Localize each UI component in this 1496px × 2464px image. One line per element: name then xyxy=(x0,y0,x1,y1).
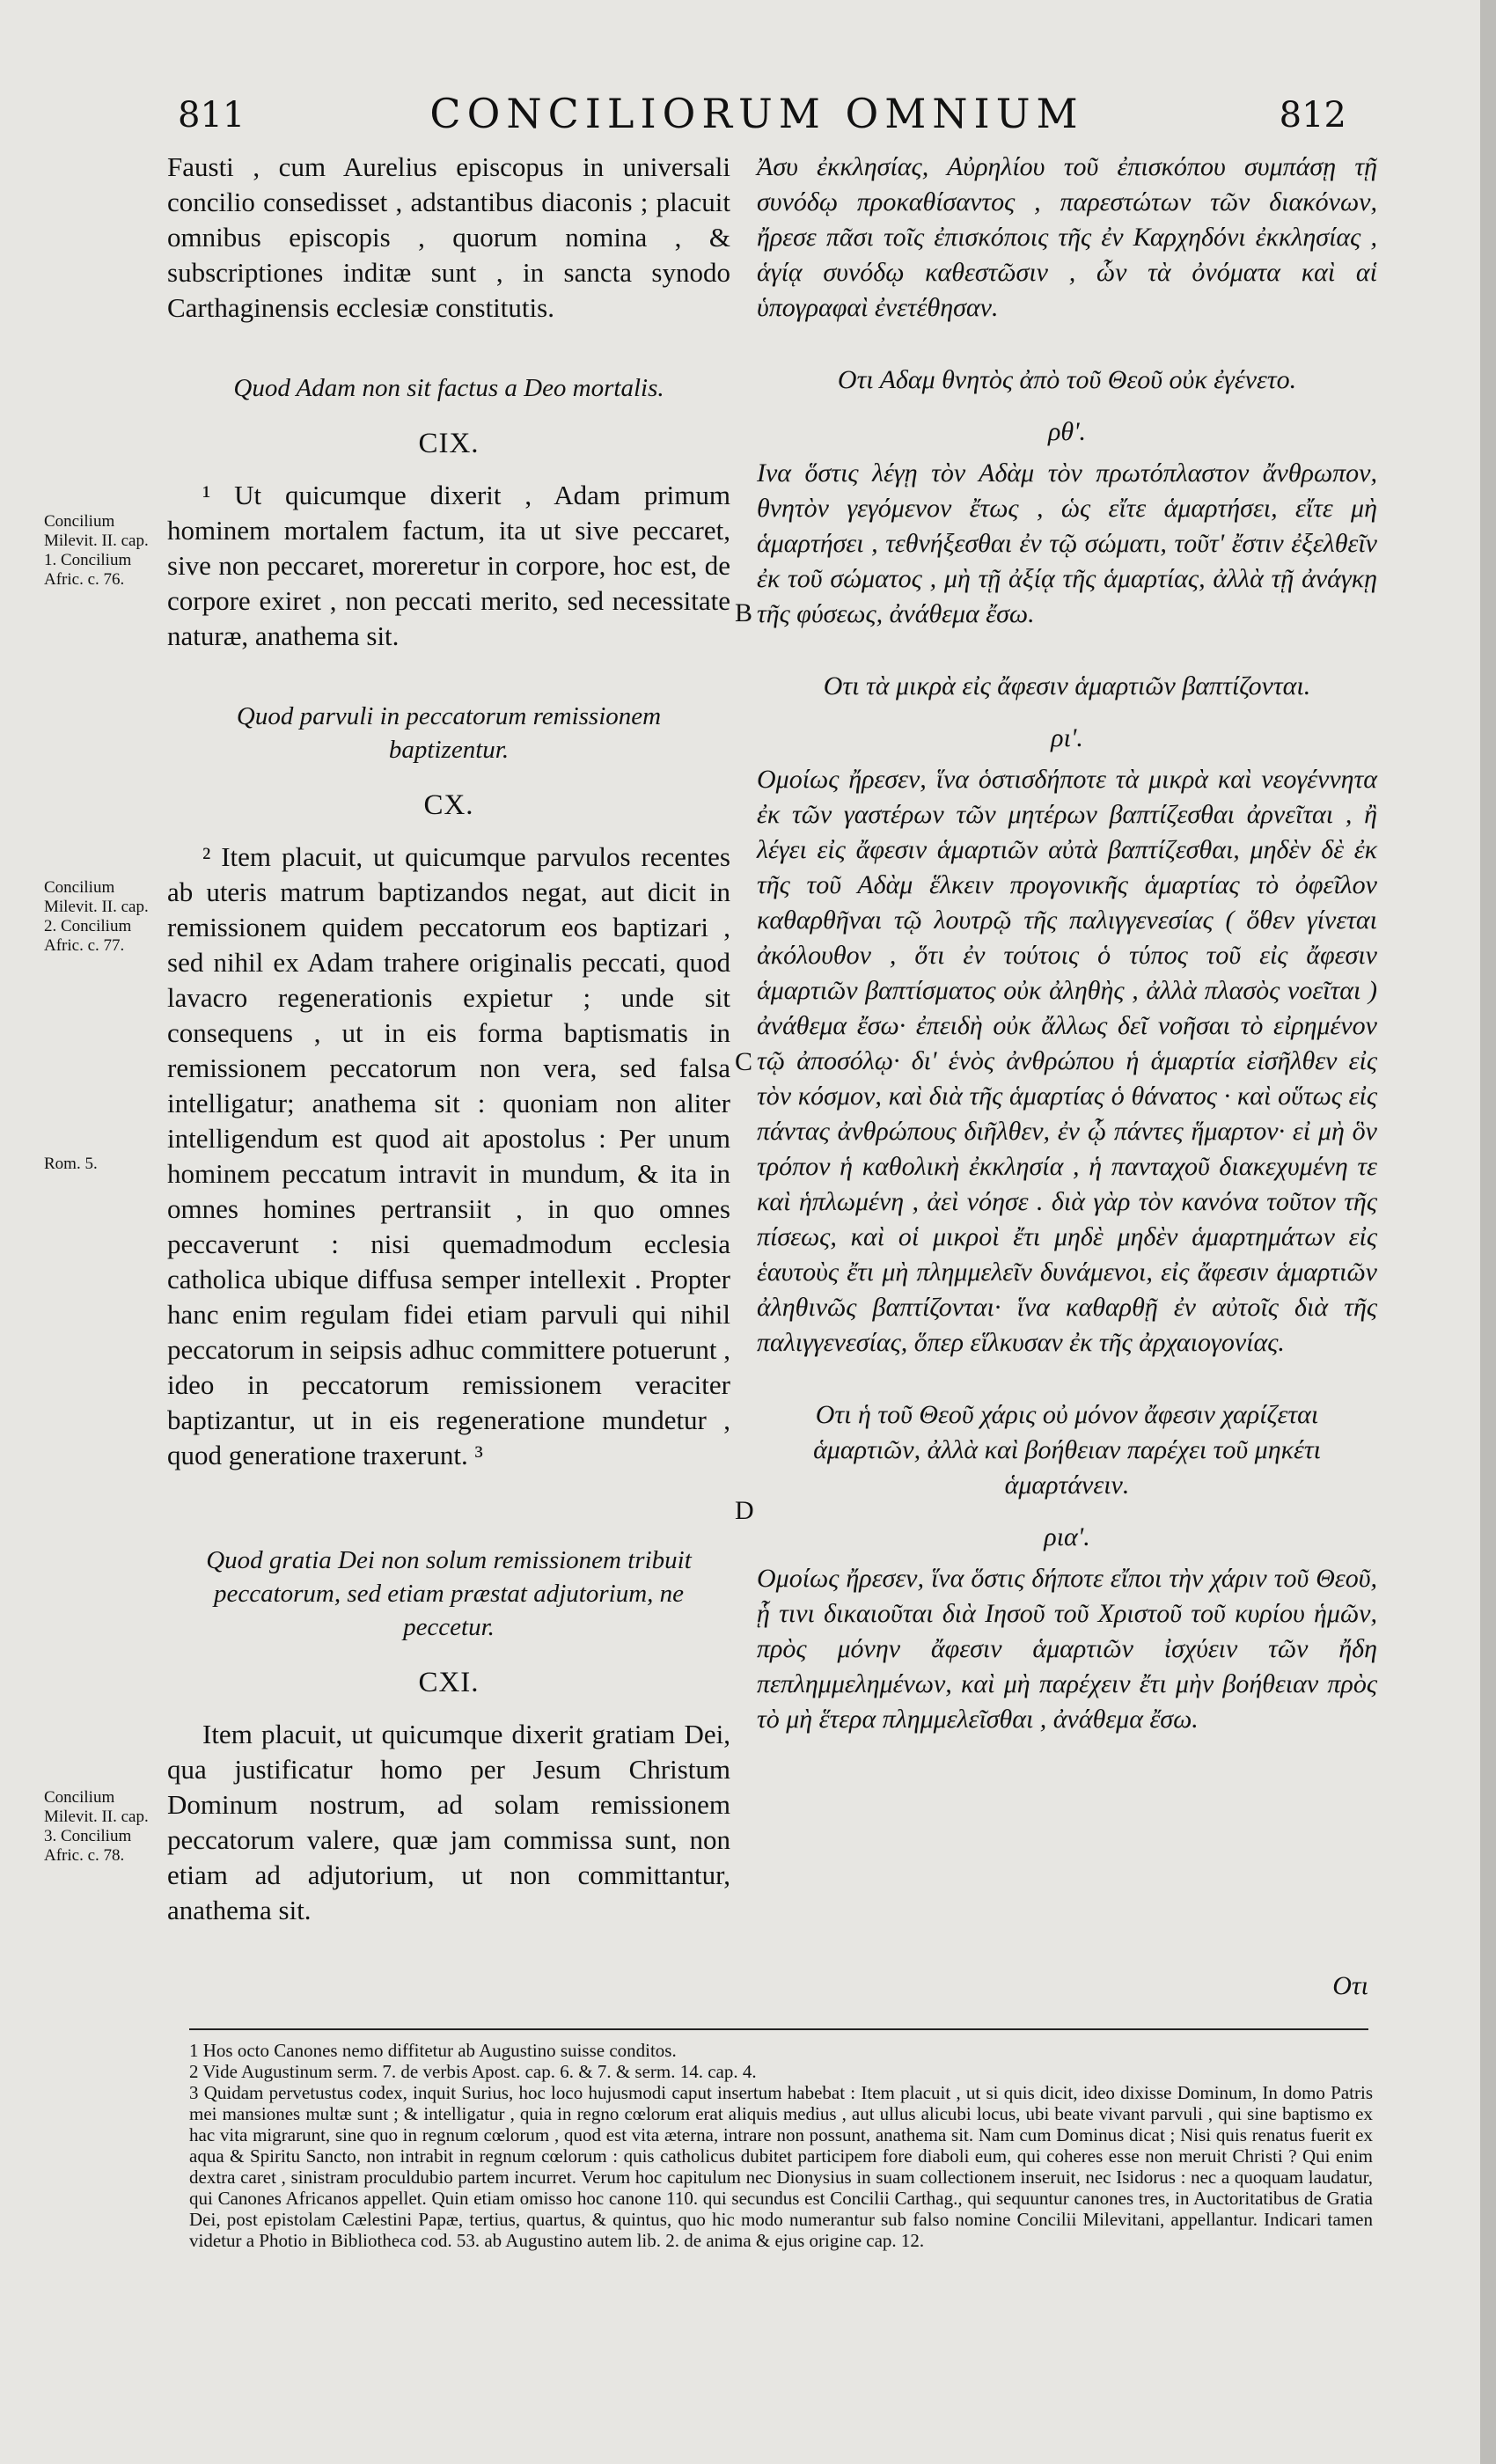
latin-heading-109: Quod Adam non sit factus a Deo mortalis. xyxy=(233,374,664,402)
canon-number-109: CIX. xyxy=(418,428,480,459)
page-gutter-shadow xyxy=(1480,0,1496,2464)
section-letter-c: C xyxy=(735,1047,753,1076)
greek-number-110: ρι'. xyxy=(1051,723,1083,752)
latin-intro: Fausti , cum Aurelius episcopus in universali concilio consedisset , adstantibus diaconis ; placuit omnibus episcopis , quorum nomina , & subscriptiones inditæ sunt , in sancta synodo Carthaginensis ecclesiæ constitutis. xyxy=(167,151,730,323)
margin-note-canon-110: Concilium Milevit. II. cap. 2. Concilium Afric. c. 77. xyxy=(44,878,149,955)
footnote-1: 1 Hos octo Canones nemo diffitetur ab Augustino suisse conditos. xyxy=(189,2040,677,2061)
canon-number-110: CX. xyxy=(423,789,474,821)
greek-heading-109: Οτι Αδαμ θνητὸς ἀπὸ τοῦ Θεοῦ οὐκ ἐγένετο. xyxy=(837,365,1297,394)
margin-note-rom: Rom. 5. xyxy=(44,1155,98,1173)
catchword: Οτι xyxy=(1332,1971,1368,2000)
latin-canon-111: Item placuit, ut quicumque dixerit gratiam Dei, qua justificatur homo per Jesum Christum Dominum nostrum, ad solam remissionem peccatorum valere, quæ jam commissa sunt, non etiam ad adjutorium, ut non committantur, anathema sit. xyxy=(167,1719,730,1925)
section-letter-d: D xyxy=(735,1496,754,1525)
greek-heading-110: Οτι τὰ μικρὰ εἰς ἄφεσιν ἁμαρτιῶν βαπτίζονται. xyxy=(823,671,1311,700)
footnotes xyxy=(189,2040,1373,2251)
greek-intro: Ἀσυ ἐκκλησίας, Αὐρηλίου τοῦ ἐπισκόπου συμπάσῃ τῇ συνόδῳ προκαθίσαντος , παρεστώτων τῶν διακόνων, ἤρεσε πᾶσι τοῖς ἐπισκόποις τῆς ἐν Καρχηδόνι ἐκκλησίας , ἁγίᾳ συνόδῳ καθεστῶσιν , ὧν τὰ ὀνόματα καὶ αἱ ὑπογραφαὶ ἐνετέθησαν. xyxy=(757,152,1377,322)
latin-canon-110: ² Item placuit, ut quicumque parvulos recentes ab uteris matrum baptizandos negat, aut dicit in remissionem quidem peccatorum eos baptizari , sed nihil ex Adam trahere originalis peccati, quod lavacro regenerationis expietur ; unde sit consequens , ut in eis forma baptismatis in remissionem peccatorum non vera, sed falsa intelligatur; anathema sit : quoniam non aliter intelligendum est quod ait apostolus : Per unum hominem peccatum intravit in mundum, & ita in omnes homines pertransiit , in quo omnes peccaverunt : nisi quemadmodum ecclesia catholica ubique diffusa semper intellexit . Propter hanc enim regulam fidei etiam parvuli qui nihil peccatorum in seipsis adhuc committere potuerunt , ideo in peccatorum remissionem veraciter baptizantur, ut in eis regeneratione mundetur , quod generatione traxerunt. ³ xyxy=(167,841,730,1470)
greek-column xyxy=(757,150,1377,1737)
greek-canon-111: Ομοίως ἤρεσεν, ἵνα ὅστις δήποτε εἴποι τὴν χάριν τοῦ Θεοῦ, ᾗ τινι δικαιοῦται διὰ Ιησοῦ τοῦ Χριστοῦ τοῦ κυρίου ἡμῶν, πρὸς μόνην ἄφεσιν ἁμαρτιῶν ἰσχύειν τῶν ἤδη πεπλημμελημένων, καὶ μὴ παρέχειν ἔτι μὴν βοήθειαν πρὸς τὸ μὴ ἕτερα πλημμελεῖσθαι , ἀνάθεμα ἔσω. xyxy=(757,1564,1377,1734)
greek-canon-110: Ομοίως ἤρεσεν, ἵνα ὁστισδήποτε τὰ μικρὰ καὶ νεογέννητα ἐκ τῶν γαστέρων τῶν μητέρων βαπτίζεσθαι ἀρνεῖται , ἢ λέγει εἰς ἄφεσιν ἁμαρτιῶν αὐτὰ βαπτίζεσθαι, μηδὲν δὲ ἐκ τῆς τοῦ Αδὰμ ἕλκειν προγονικῆς ἁμαρτίας τὸ ὀφεῖλον καθαρθῆναι τῷ λουτρῷ τῆς παλιγγενεσίας ( ὅθεν γίνεται ἀκόλουθον , ὅτι ἐν τούτοις ὁ τύπος τοῦ εἰς ἄφεσιν ἁμαρτιῶν βαπτίσματος οὐκ ἀληθὴς , ἀλλὰ πλασὸς νοεῖται ) ἀνάθεμα ἔσω· ἐπειδὴ οὐκ ἄλλως δεῖ νοῆσαι τὸ εἰρημένον τῷ ἀποσόλῳ· δι' ἑνὸς ἀνθρώπου ἡ ἁμαρτία εἰσῆλθεν εἰς τὸν κόσμον, καὶ διὰ τῆς ἁμαρτίας ὁ θάνατος · καὶ οὕτως εἰς πάντας ἀνθρώπους διῆλθεν, ἐν ᾧ πάντες ἥμαρτον· εἰ μὴ ὃν τρόπον ἡ καθολικὴ ἐκκλησία , ἡ πανταχοῦ διακεχυμένη τε καὶ ἡπλωμένη , ἀεὶ νόησε . διὰ γὰρ τὸν κανόνα τοῦτον τῆς πίσεως, καὶ οἱ μικροὶ ἔτι μηδὲ μηδὲν ἁμαρτημάτων εἰς ἑαυτοὺς ἔτι μὴ πλημμελεῖν δυνάμενοι, εἰς ἄφεσιν ἁμαρτιῶν ἀληθινῶς βαπτίζονται· ἵνα καθαρθῇ ἐν αὐτοῖς διὰ τῆς παλιγγενεσίας, ὅπερ εἵλκυσαν ἐκ τῆς ἀρχαιογονίας. xyxy=(757,765,1377,1357)
greek-canon-109: Ινα ὅστις λέγῃ τὸν Αδὰμ τὸν πρωτόπλαστον ἄνθρωπον, θνητὸν γεγόμενον ἔτως , ὡς εἴτε ἁμαρτήσει, εἴτε μὴ ἁμαρτήσει , τεθνήξεσθαι ἐν τῷ σώματι, τοῦτ' ἔστιν ἐξελθεῖν ἐκ τοῦ σώματος , μὴ τῇ ἀξίᾳ τῆς ἁμαρτίας, ἀλλὰ τῇ ἀνάγκῃ τῆς φύσεως, ἀνάθεμα ἔσω. xyxy=(757,458,1377,628)
page-header xyxy=(167,90,1346,143)
footnote-rule xyxy=(189,2028,1368,2030)
latin-column xyxy=(167,150,730,1928)
footnote-2: 2 Vide Augustinum serm. 7. de verbis Apost. cap. 6. & 7. & serm. 14. cap. 4. xyxy=(189,2061,757,2082)
page-number-left: 811 xyxy=(178,95,246,136)
latin-heading-110: Quod parvuli in peccatorum remissionem baptizentur. xyxy=(236,702,662,764)
latin-heading-111: Quod gratia Dei non solum remissionem tribuit peccatorum, sed etiam præstat adjutorium, ne peccetur. xyxy=(206,1546,692,1641)
footnote-3: 3 Quidam pervetustus codex, inquit Surius, hoc loco hujusmodi caput insertum habebat : Item placuit , ut si quis dicit, ideo dixisse Dominum, In domo Patris mei mansiones multæ sunt ; & intelligatur , quia in regno cœlorum erat aliquis medius , aut ullus alicubi locus, ubi beate vivant parvuli , qui sine baptismo ex hac vita migrarunt, sine quo in regnum cœlorum , quod est vita æterna, intrare non possunt, anathema sit. Nam cum Dominus dicat ; Nisi quis renatus fuerit ex aqua & Spiritu Sancto, non intrabit in regnum cœlorum : quis catholicus dubitet participem fore diaboli eum, qui coheres esse non meruit Christi ? Qui enim dextra caret , sinistram proculdubio partem incurret. Verum hoc capitulum nec Dionysius in suam collectionem inseruit, nec Isidorus : nec a quoquam laudatur, qui Canones Africanos appellet. Quin etiam omisso hoc canone 110. qui secundus est Concilii Carthag., qui sequuntur canones tres, in Auctoritatibus de Gratia Dei, post epistolam Cælestini Papæ, tertius, quartus, & quintus, quo hic modo numerantur sub falso nomine Concilii Milevitani, appellantur. Indicari tamen videtur a Photio in Bibliotheca cod. 53. ab Augustino autem lib. 2. de anima & ejus origine cap. 12. xyxy=(189,2082,1373,2251)
latin-canon-109: ¹ Ut quicumque dixerit , Adam primum hominem mortalem factum, ita ut sive peccaret, sive non peccaret, moreretur in corpore, hoc est, de corpore exiret , non peccati merito, sed necessitate naturæ, anathema sit. xyxy=(167,480,730,651)
margin-note-canon-111: Concilium Milevit. II. cap. 3. Concilium Afric. c. 78. xyxy=(44,1788,149,1865)
greek-heading-111: Οτι ἡ τοῦ Θεοῦ χάρις οὐ μόνον ἄφεσιν χαρίζεται ἁμαρτιῶν, ἀλλὰ καὶ βοήθειαν παρέχει τοῦ μηκέτι ἁμαρτάνειν. xyxy=(813,1400,1321,1500)
running-title: CONCILIORUM OMNIUM xyxy=(429,90,1084,137)
section-letter-b: B xyxy=(735,598,753,627)
greek-number-109: ρθ'. xyxy=(1047,417,1087,446)
canon-number-111: CXI. xyxy=(418,1667,480,1698)
greek-number-111: ρια'. xyxy=(1044,1522,1090,1551)
margin-note-canon-109: Concilium Milevit. II. cap. 1. Concilium Afric. c. 76. xyxy=(44,512,149,589)
page-number-right: 812 xyxy=(1279,95,1346,136)
